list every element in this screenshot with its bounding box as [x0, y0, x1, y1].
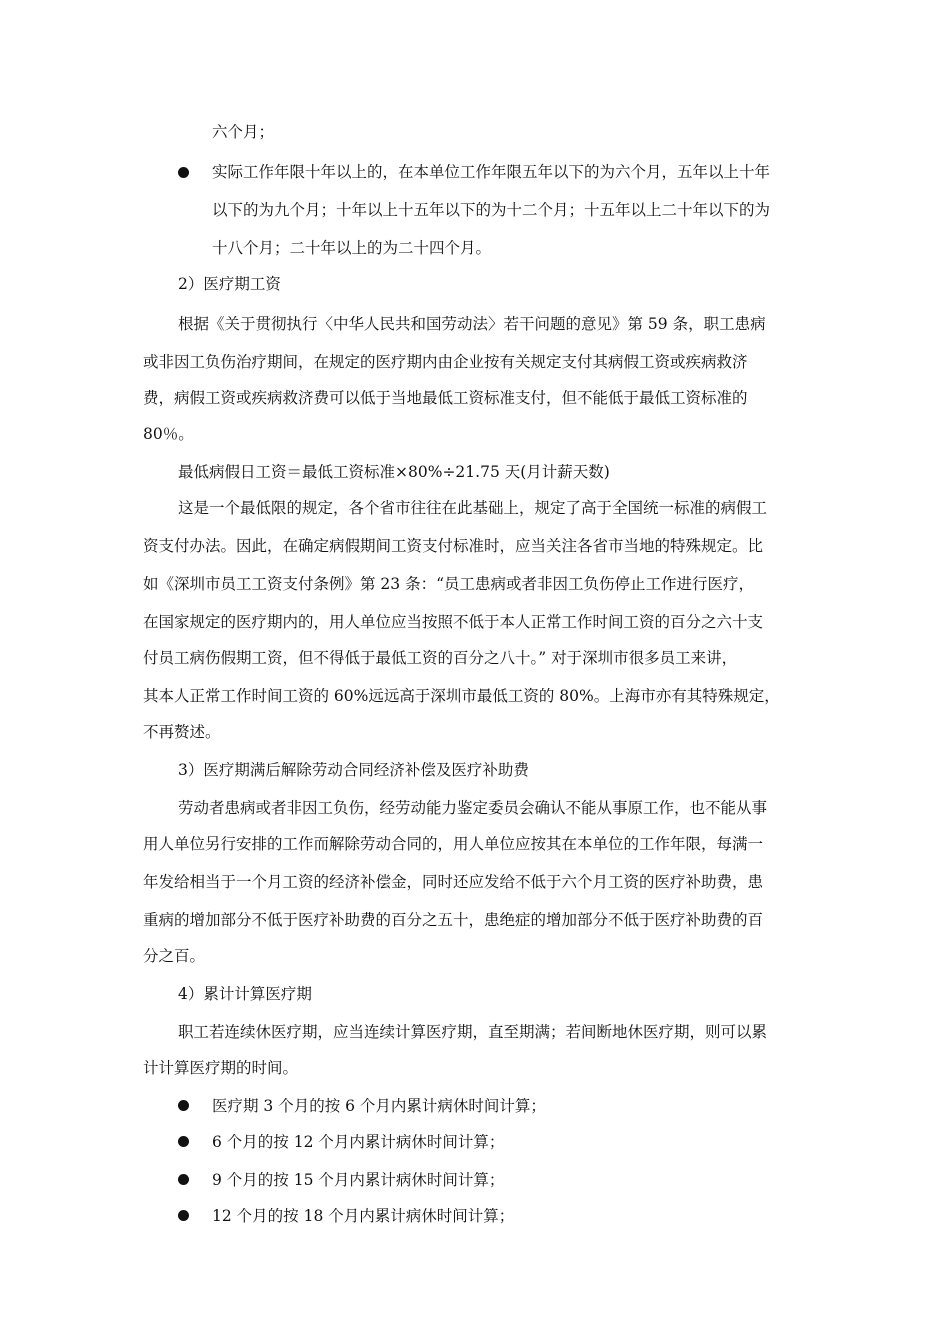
- paragraph-line: 根据《关于贯彻执行〈中华人民共和国劳动法〉若干问题的意见》第 59 条，职工患病: [178, 315, 766, 333]
- paragraph-line: 在国家规定的医疗期内的，用人单位应当按照不低于本人正常工作时间工资的百分之六十支: [143, 613, 764, 631]
- section-heading-termination-compensation: 3）医疗期满后解除劳动合同经济补偿及医疗补助费: [178, 761, 529, 779]
- paragraph-line: 劳动者患病或者非因工负伤，经劳动能力鉴定委员会确认不能从事原工作，也不能从事: [178, 799, 768, 817]
- bullet-dot-icon: [178, 1174, 189, 1185]
- paragraph-line: 其本人正常工作时间工资的 60%远远高于深圳市最低工资的 80%。上海市亦有其特殊规定，: [143, 687, 780, 705]
- bullet-tenure-line-1: 实际工作年限十年以上的，在本单位工作年限五年以下的为六个月，五年以上十年: [212, 163, 771, 181]
- paragraph-line: 不再赘述。: [143, 723, 221, 741]
- paragraph-line: 用人单位另行安排的工作而解除劳动合同的，用人单位应按其在本单位的工作年限，每满一: [143, 835, 764, 853]
- bullet-dot-icon: [178, 167, 189, 178]
- paragraph-line: 如《深圳市员工工资支付条例》第 23 条：“员工患病或者非因工负伤停止工作进行医疗，: [143, 575, 755, 593]
- section-heading-medical-pay: 2）医疗期工资: [178, 275, 281, 293]
- paragraph-line: 费，病假工资或疾病救济费可以低于当地最低工资标准支付，但不能低于最低工资标准的: [143, 389, 748, 407]
- paragraph-line: 这是一个最低限的规定，各个省市往往在此基础上，规定了高于全国统一标准的病假工: [178, 499, 768, 517]
- paragraph-line: 分之百。: [143, 947, 206, 965]
- bullet-tenure-line-3: 十八个月；二十年以上的为二十四个月。: [212, 239, 492, 257]
- paragraph-line: 80％。: [143, 425, 194, 443]
- paragraph-line: 年发给相当于一个月工资的经济补偿金，同时还应发给不低于六个月工资的医疗补助费，患: [143, 873, 764, 891]
- paragraph-line: 资支付办法。因此，在确定病假期间工资支付标准时，应当关注各省市当地的特殊规定。比: [143, 537, 764, 555]
- formula-line: 最低病假日工资＝最低工资标准×80%÷21.75 天(月计薪天数): [178, 463, 610, 481]
- list-item: 医疗期 3 个月的按 6 个月内累计病休时间计算；: [212, 1097, 546, 1115]
- paragraph-line: 重病的增加部分不低于医疗补助费的百分之五十，患绝症的增加部分不低于医疗补助费的百: [143, 911, 764, 929]
- bullet-dot-icon: [178, 1136, 189, 1147]
- section-heading-cumulative-period: 4）累计计算医疗期: [178, 985, 312, 1003]
- paragraph-line: 付员工病伤假期工资，但不得低于最低工资的百分之八十。” 对于深圳市很多员工来讲，: [143, 649, 738, 667]
- list-item: 12 个月的按 18 个月内累计病休时间计算；: [212, 1207, 515, 1225]
- list-item: 6 个月的按 12 个月内累计病休时间计算；: [212, 1133, 505, 1151]
- list-item: 9 个月的按 15 个月内累计病休时间计算；: [212, 1171, 505, 1189]
- bullet-tenure-line-2: 以下的为九个月；十年以上十五年以下的为十二个月；十五年以上二十年以下的为: [212, 201, 771, 219]
- continuation-text: 六个月；: [212, 123, 275, 141]
- bullet-dot-icon: [178, 1100, 189, 1111]
- paragraph-line: 计计算医疗期的时间。: [143, 1059, 299, 1077]
- paragraph-line: 职工若连续休医疗期，应当连续计算医疗期，直至期满；若间断地休医疗期，则可以累: [178, 1023, 768, 1041]
- paragraph-line: 或非因工负伤治疗期间，在规定的医疗期内由企业按有关规定支付其病假工资或疾病救济: [143, 353, 748, 371]
- bullet-dot-icon: [178, 1210, 189, 1221]
